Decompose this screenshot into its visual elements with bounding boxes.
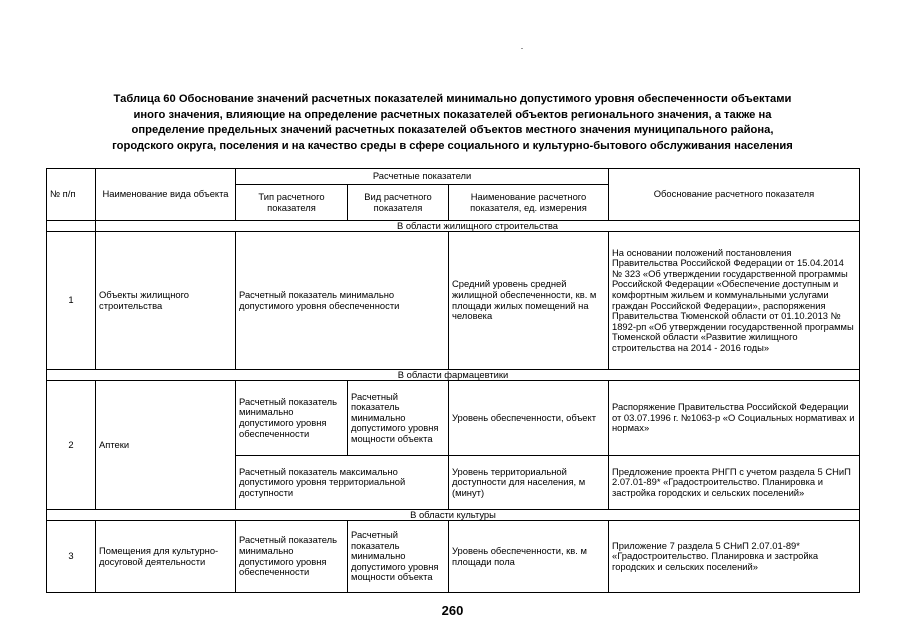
indicator-reason: Распоряжение Правительства Российской Федерации от 03.07.1996 г. №1063-р «О Социальных нормативах и нормах» — [609, 381, 860, 456]
title-line: иного значения, влияющие на определение расчетных показателей объектов регионального значения, а также на — [133, 108, 772, 121]
title-line: Таблица 60 Обоснование значений расчетных показателей минимально допустимого уровня обеспеченности объектами — [113, 93, 792, 105]
header-row — [47, 169, 860, 185]
indicator-reason: На основании положений постановления Правительства Российской Федерации от 15.04.2014 № 323 «Об утверждении государственной программы Российской Федерации «Обеспечение доступным и комфортным жильем и коммунальными услугами граждан Российской Федерации», распоряжения Правительства Тюменской области от 01.10.2013 № 1892-рп «Об утверждении государственной программы Тюменской области «Развитие жилищного строительства на 2014 - 2016 годы» — [609, 232, 860, 370]
header-name: Наименование вида объекта — [96, 169, 236, 221]
indicator-unit: Средний уровень средней жилищной обеспеченности, кв. м площади жилых помещений на человека — [449, 232, 609, 370]
table-row — [47, 521, 860, 593]
row-num: 2 — [47, 381, 96, 510]
row-num: 1 — [47, 232, 96, 370]
indicator-type-kind: Расчетный показатель максимально допустимого уровня территориальной доступности — [236, 456, 449, 510]
scan-speck — [521, 48, 523, 49]
header-unit: Наименование расчетного показателя, ед. измерения — [449, 185, 609, 221]
section-title: В области жилищного строительства — [96, 221, 860, 232]
blank-cell — [47, 221, 96, 232]
header-group: Расчетные показатели — [236, 169, 609, 185]
indicator-type: Расчетный показатель минимально допустимого уровня обеспеченности — [236, 521, 348, 593]
title-line: городского округа, поселения и на качество среды в сфере социального и культурно-бытового обслуживания населения — [112, 139, 793, 152]
section-title: В области культуры — [47, 510, 860, 521]
header-kind: Вид расчетного показателя — [348, 185, 449, 221]
table-title — [40, 92, 865, 154]
page-number: 260 — [441, 603, 464, 618]
blank-row — [47, 221, 860, 232]
title-line: определение предельных значений расчетных показателей объектов местного значения муниципального района, — [131, 124, 774, 136]
indicator-unit: Уровень обеспеченности, кв. м площади пола — [449, 521, 609, 593]
object-name: Помещения для культурно-досуговой деятельности — [96, 521, 236, 593]
indicator-reason: Приложение 7 раздела 5 СНиП 2.07.01-89* «Градостроительство. Планировка и застройка городских и сельских поселений» — [609, 521, 860, 593]
indicator-kind: Расчетный показатель минимально допустимого уровня мощности объекта — [348, 521, 449, 593]
indicator-reason: Предложение проекта РНГП с учетом раздела 5 СНиП 2.07.01-89* «Градостроительство. Планировка и застройка городских и сельских поселений» — [609, 456, 860, 510]
object-name: Объекты жилищного строительства — [96, 232, 236, 370]
header-reason: Обоснование расчетного показателя — [609, 169, 860, 221]
table-row — [47, 381, 860, 456]
row-num: 3 — [47, 521, 96, 593]
indicator-kind: Расчетный показатель минимально допустимого уровня мощности объекта — [348, 381, 449, 456]
table-row — [47, 232, 860, 370]
object-name: Аптеки — [96, 381, 236, 510]
indicator-unit: Уровень обеспеченности, объект — [449, 381, 609, 456]
indicator-type-kind: Расчетный показатель минимально допустимого уровня обеспеченности — [236, 232, 449, 370]
header-num: № п/п — [47, 169, 96, 221]
header-type: Тип расчетного показателя — [236, 185, 348, 221]
section-title: В области фармацевтики — [47, 370, 860, 381]
section-row — [47, 510, 860, 521]
indicator-type: Расчетный показатель минимально допустимого уровня обеспеченности — [236, 381, 348, 456]
section-row — [47, 370, 860, 381]
indicator-unit: Уровень территориальной доступности для населения, м (минут) — [449, 456, 609, 510]
indicators-table — [46, 168, 860, 593]
